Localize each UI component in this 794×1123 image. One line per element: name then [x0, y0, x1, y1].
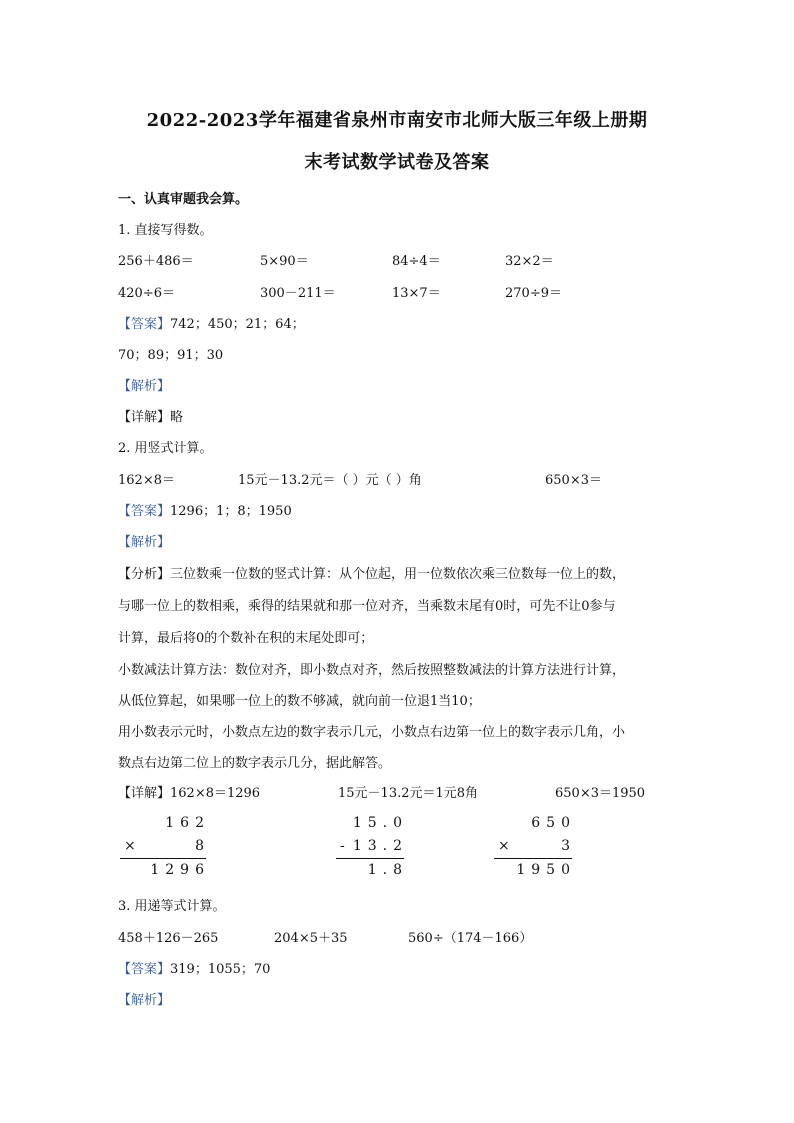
- q2-answer: [118, 500, 292, 519]
- q2-fenxi-line: 数点右边第二位上的数字表示几分，据此解答。: [118, 756, 392, 771]
- answer-text: 742；450；21；64；: [170, 317, 305, 332]
- q1-answer: [118, 313, 305, 332]
- vert-operator: ×: [498, 838, 510, 854]
- q3-analysis-tag: 【解析】: [118, 993, 171, 1008]
- answer-tag: 【答案】: [118, 962, 171, 977]
- q1-item: 256＋486＝: [118, 254, 194, 269]
- q3-item: 560÷（174－166）: [408, 931, 533, 946]
- answer-tag: 【答案】: [118, 504, 171, 519]
- q3-item: 204×5＋35: [274, 931, 348, 946]
- q2-fenxi-line: 计算，最后将0的个数补在积的末尾处即可；: [118, 631, 374, 646]
- q2-fenxi-line: 从低位算起，如果哪一位上的数不够减，就向前一位退1当10；: [118, 694, 481, 709]
- vertical-calc-2: [336, 815, 408, 881]
- detail-tag: 【详解】: [118, 786, 171, 801]
- q1-item: 84÷4＝: [392, 254, 441, 269]
- q2-item: 650×3＝: [545, 473, 602, 488]
- q1-item: 420÷6＝: [118, 286, 175, 301]
- answer-text: 319；1055；70: [170, 962, 271, 977]
- q2-fenxi-line: 与哪一位上的数相乘，乘得的结果就和那一位对齐，当乘数末尾有0时，可先不让0参与: [118, 599, 616, 614]
- q1-item: 13×7＝: [392, 286, 441, 301]
- q1-item: 270÷9＝: [505, 286, 562, 301]
- q2-item: 15元－13.2元＝（ ）元（ ）角: [238, 473, 422, 488]
- q2-detail-item: 15元－13.2元＝1元8角: [338, 786, 479, 801]
- answer-text: 1296；1；8；1950: [170, 504, 292, 519]
- document-title-line2: 末考试数学试卷及答案: [304, 152, 490, 173]
- q1-detail: [118, 406, 183, 425]
- vert-operator: ×: [124, 838, 136, 854]
- vert-rule: [120, 858, 206, 859]
- fenxi-tag: 【分析】: [118, 567, 171, 582]
- section-heading: 一、认真审题我会算。: [118, 192, 249, 207]
- vert-rule: [494, 858, 572, 859]
- q2-fenxi-line: 小数减法计算方法：数位对齐，即小数点对齐，然后按照整数减法的计算方法进行计算，: [118, 663, 626, 678]
- q2-detail-line: [118, 782, 260, 801]
- q2-fenxi-line: 用小数表示元时，小数点左边的数字表示几元，小数点右边第一位上的数字表示几角，小: [118, 725, 626, 740]
- vert-bottom-operand: 8: [195, 838, 210, 854]
- vert-top-operand: 15.0: [352, 815, 408, 831]
- vertical-calc-1: [120, 815, 210, 881]
- q2-item: 162×8＝: [118, 473, 175, 488]
- fenxi-text: 三位数乘一位数的竖式计算：从个位起，用一位数依次乘三位数每一位上的数，: [170, 567, 626, 582]
- answer-tag: 【答案】: [118, 317, 171, 332]
- q2-detail-item: 650×3＝1950: [555, 786, 646, 801]
- q1-heading: 1. 直接写得数。: [118, 223, 213, 238]
- vert-top-operand: 162: [165, 815, 210, 831]
- q1-item: 32×2＝: [505, 254, 554, 269]
- vert-bottom-operand: 13.2: [352, 838, 408, 854]
- q2-heading: 2. 用竖式计算。: [118, 441, 213, 456]
- vert-rule: [336, 858, 404, 859]
- detail-tag: 【详解】: [118, 410, 171, 425]
- detail-text: 略: [170, 410, 184, 425]
- q1-analysis-tag: 【解析】: [118, 379, 171, 394]
- vert-result: 1.8: [367, 862, 408, 878]
- vert-result: 1950: [516, 862, 576, 878]
- vert-result: 1296: [150, 862, 210, 878]
- q1-item: 5×90＝: [260, 254, 309, 269]
- q1-answer-line2: 70；89；91；30: [118, 348, 224, 363]
- vert-bottom-operand: 3: [561, 838, 576, 854]
- q3-heading: 3. 用递等式计算。: [118, 899, 226, 914]
- detail-text: 162×8＝1296: [170, 786, 261, 801]
- document-title-line1: 2022-2023学年福建省泉州市南安市北师大版三年级上册期: [146, 110, 648, 131]
- q3-item: 458＋126－265: [118, 931, 219, 946]
- vertical-calc-3: [494, 815, 576, 881]
- vert-operator: -: [340, 838, 345, 854]
- q1-item: 300－211＝: [260, 286, 336, 301]
- q2-analysis-tag: 【解析】: [118, 535, 171, 550]
- vert-top-operand: 650: [531, 815, 576, 831]
- q2-fenxi-line: [118, 563, 625, 582]
- q3-answer: [118, 958, 270, 977]
